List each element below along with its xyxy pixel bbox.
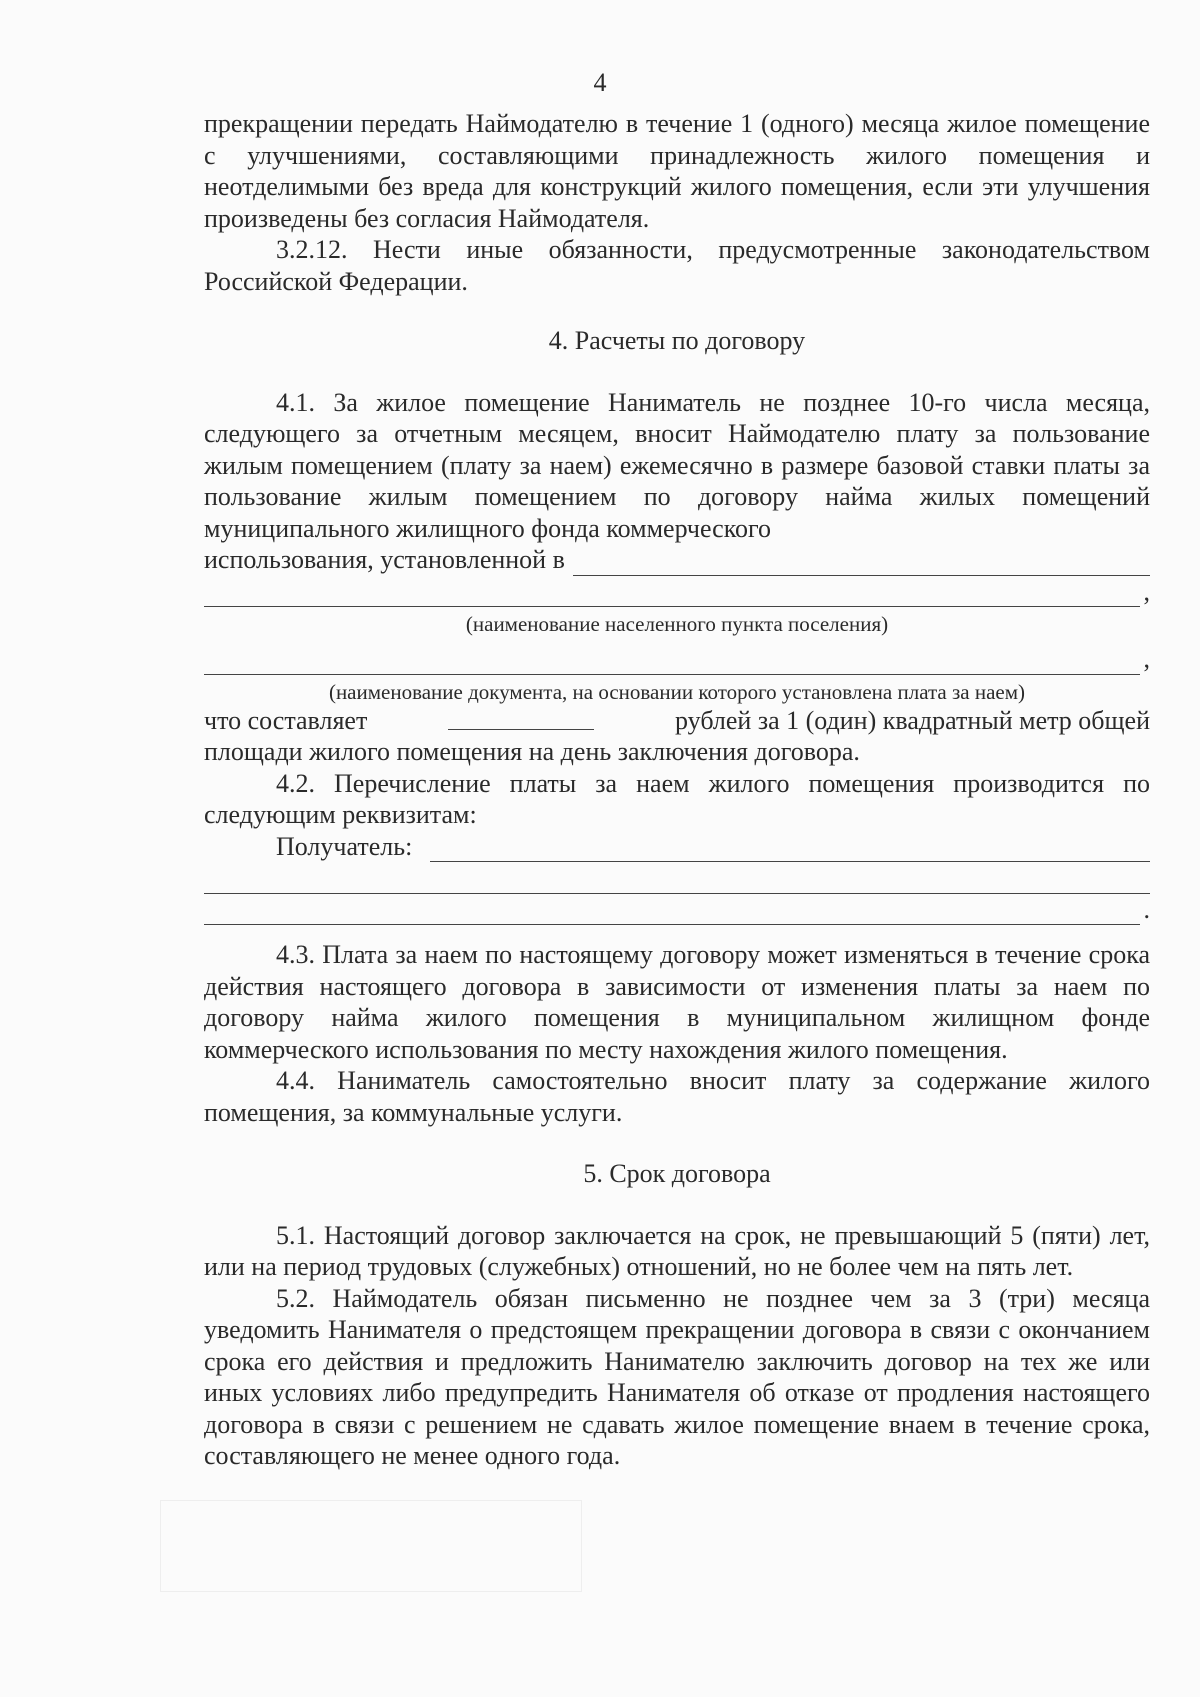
paragraph-continuation: прекращении передать Наймодателю в течение 1 (одного) месяца жилое помещение с улучшениями, составляющими принадлежность жилого помещения и неотделимыми без вреда для конструкций жилого помещения, если эти улучшения произведены без согласия Наймодателя. bbox=[204, 109, 1150, 233]
recipient-blank-line-2 bbox=[204, 871, 1150, 894]
document-body bbox=[204, 108, 1150, 1472]
settlement-blank-line bbox=[573, 553, 1150, 576]
document-blank-line bbox=[204, 652, 1140, 675]
recipient-blank-line-3 bbox=[204, 902, 1140, 925]
comma-mark: , bbox=[1143, 644, 1150, 673]
paragraph-4-1: 4.1. За жилое помещение Наниматель не позднее 10-го числа месяца, следующего за отчетным месяцем, вносит Наймодателю плату за пользование жилым помещением (плату за наем) ежемесячно в размере базовой ставки платы за пользование жилым помещением по договору найма жилых помещений муниципального жилищного фонда коммерческого bbox=[204, 387, 1150, 543]
amount-blank-line bbox=[448, 705, 594, 730]
caption-document: (наименование документа, на основании которого установлена плата за наем) bbox=[328, 679, 1026, 704]
amount-row bbox=[204, 705, 1150, 737]
recipient-label: Получатель: bbox=[276, 831, 413, 861]
recipient-blank-row-3 bbox=[204, 894, 1150, 926]
paragraph-4-4: 4.4. Наниматель самостоятельно вносит плату за содержание жилого помещения, за коммунальные услуги. bbox=[204, 1066, 1150, 1127]
amount-label-end: рублей за 1 (один) квадратный метр общей bbox=[675, 705, 1150, 735]
faint-stamp-mark bbox=[160, 1500, 582, 1592]
paragraph-4-2: 4.2. Перечисление платы за наем жилого помещения производится по следующим реквизитам: bbox=[204, 768, 1150, 829]
settlement-blank-line-2 bbox=[204, 584, 1140, 607]
section-heading-4: 4. Расчеты по договору bbox=[548, 326, 806, 355]
comma-mark: , bbox=[1143, 576, 1150, 606]
settlement-blank-row-2 bbox=[204, 576, 1150, 608]
paragraph-4-1-tail: использования, установленной в bbox=[204, 545, 565, 574]
recipient-blank-line bbox=[430, 839, 1150, 862]
amount-label-start: что составляет bbox=[204, 705, 368, 735]
recipient-row bbox=[204, 831, 1150, 863]
amount-continuation: площади жилого помещения на день заключения договора. bbox=[204, 737, 860, 766]
section-heading-5: 5. Срок договора bbox=[583, 1159, 771, 1188]
paragraph-5-2: 5.2. Наймодатель обязан письменно не позднее чем за 3 (три) месяца уведомить Нанимателя о предстоящем прекращении договора в связи с окончанием срока его действия и предложить Нанимателю заключить договор на тех же или иных условиях либо предупредить Нанимателя об отказе от продления настоящего договора в связи с решением не сдавать жилое помещение внаем в течение срока, составляющего не менее одного года. bbox=[204, 1283, 1150, 1470]
recipient-blank-row-2 bbox=[204, 862, 1150, 894]
paragraph-3-2-12: 3.2.12. Нести иные обязанности, предусмотренные законодательством Российской Федерации. bbox=[204, 235, 1150, 296]
paragraph-4-3: 4.3. Плата за наем по настоящему договору может изменяться в течение срока действия настоящего договора в зависимости от изменения платы за наем по договору найма жилого помещения в муниципальном жилищном фонде коммерческого использования по месту нахождения жилого помещения. bbox=[204, 940, 1150, 1064]
document-blank-row bbox=[204, 643, 1150, 675]
period-mark: . bbox=[1143, 894, 1150, 924]
caption-settlement: (наименование населенного пункта поселения) bbox=[465, 612, 889, 636]
page-number: 4 bbox=[593, 68, 607, 97]
settlement-fill-row bbox=[204, 544, 1150, 576]
paragraph-5-1: 5.1. Настоящий договор заключается на срок, не превышающий 5 (пяти) лет, или на период трудовых (служебных) отношений, но не более чем на пять лет. bbox=[204, 1220, 1150, 1281]
